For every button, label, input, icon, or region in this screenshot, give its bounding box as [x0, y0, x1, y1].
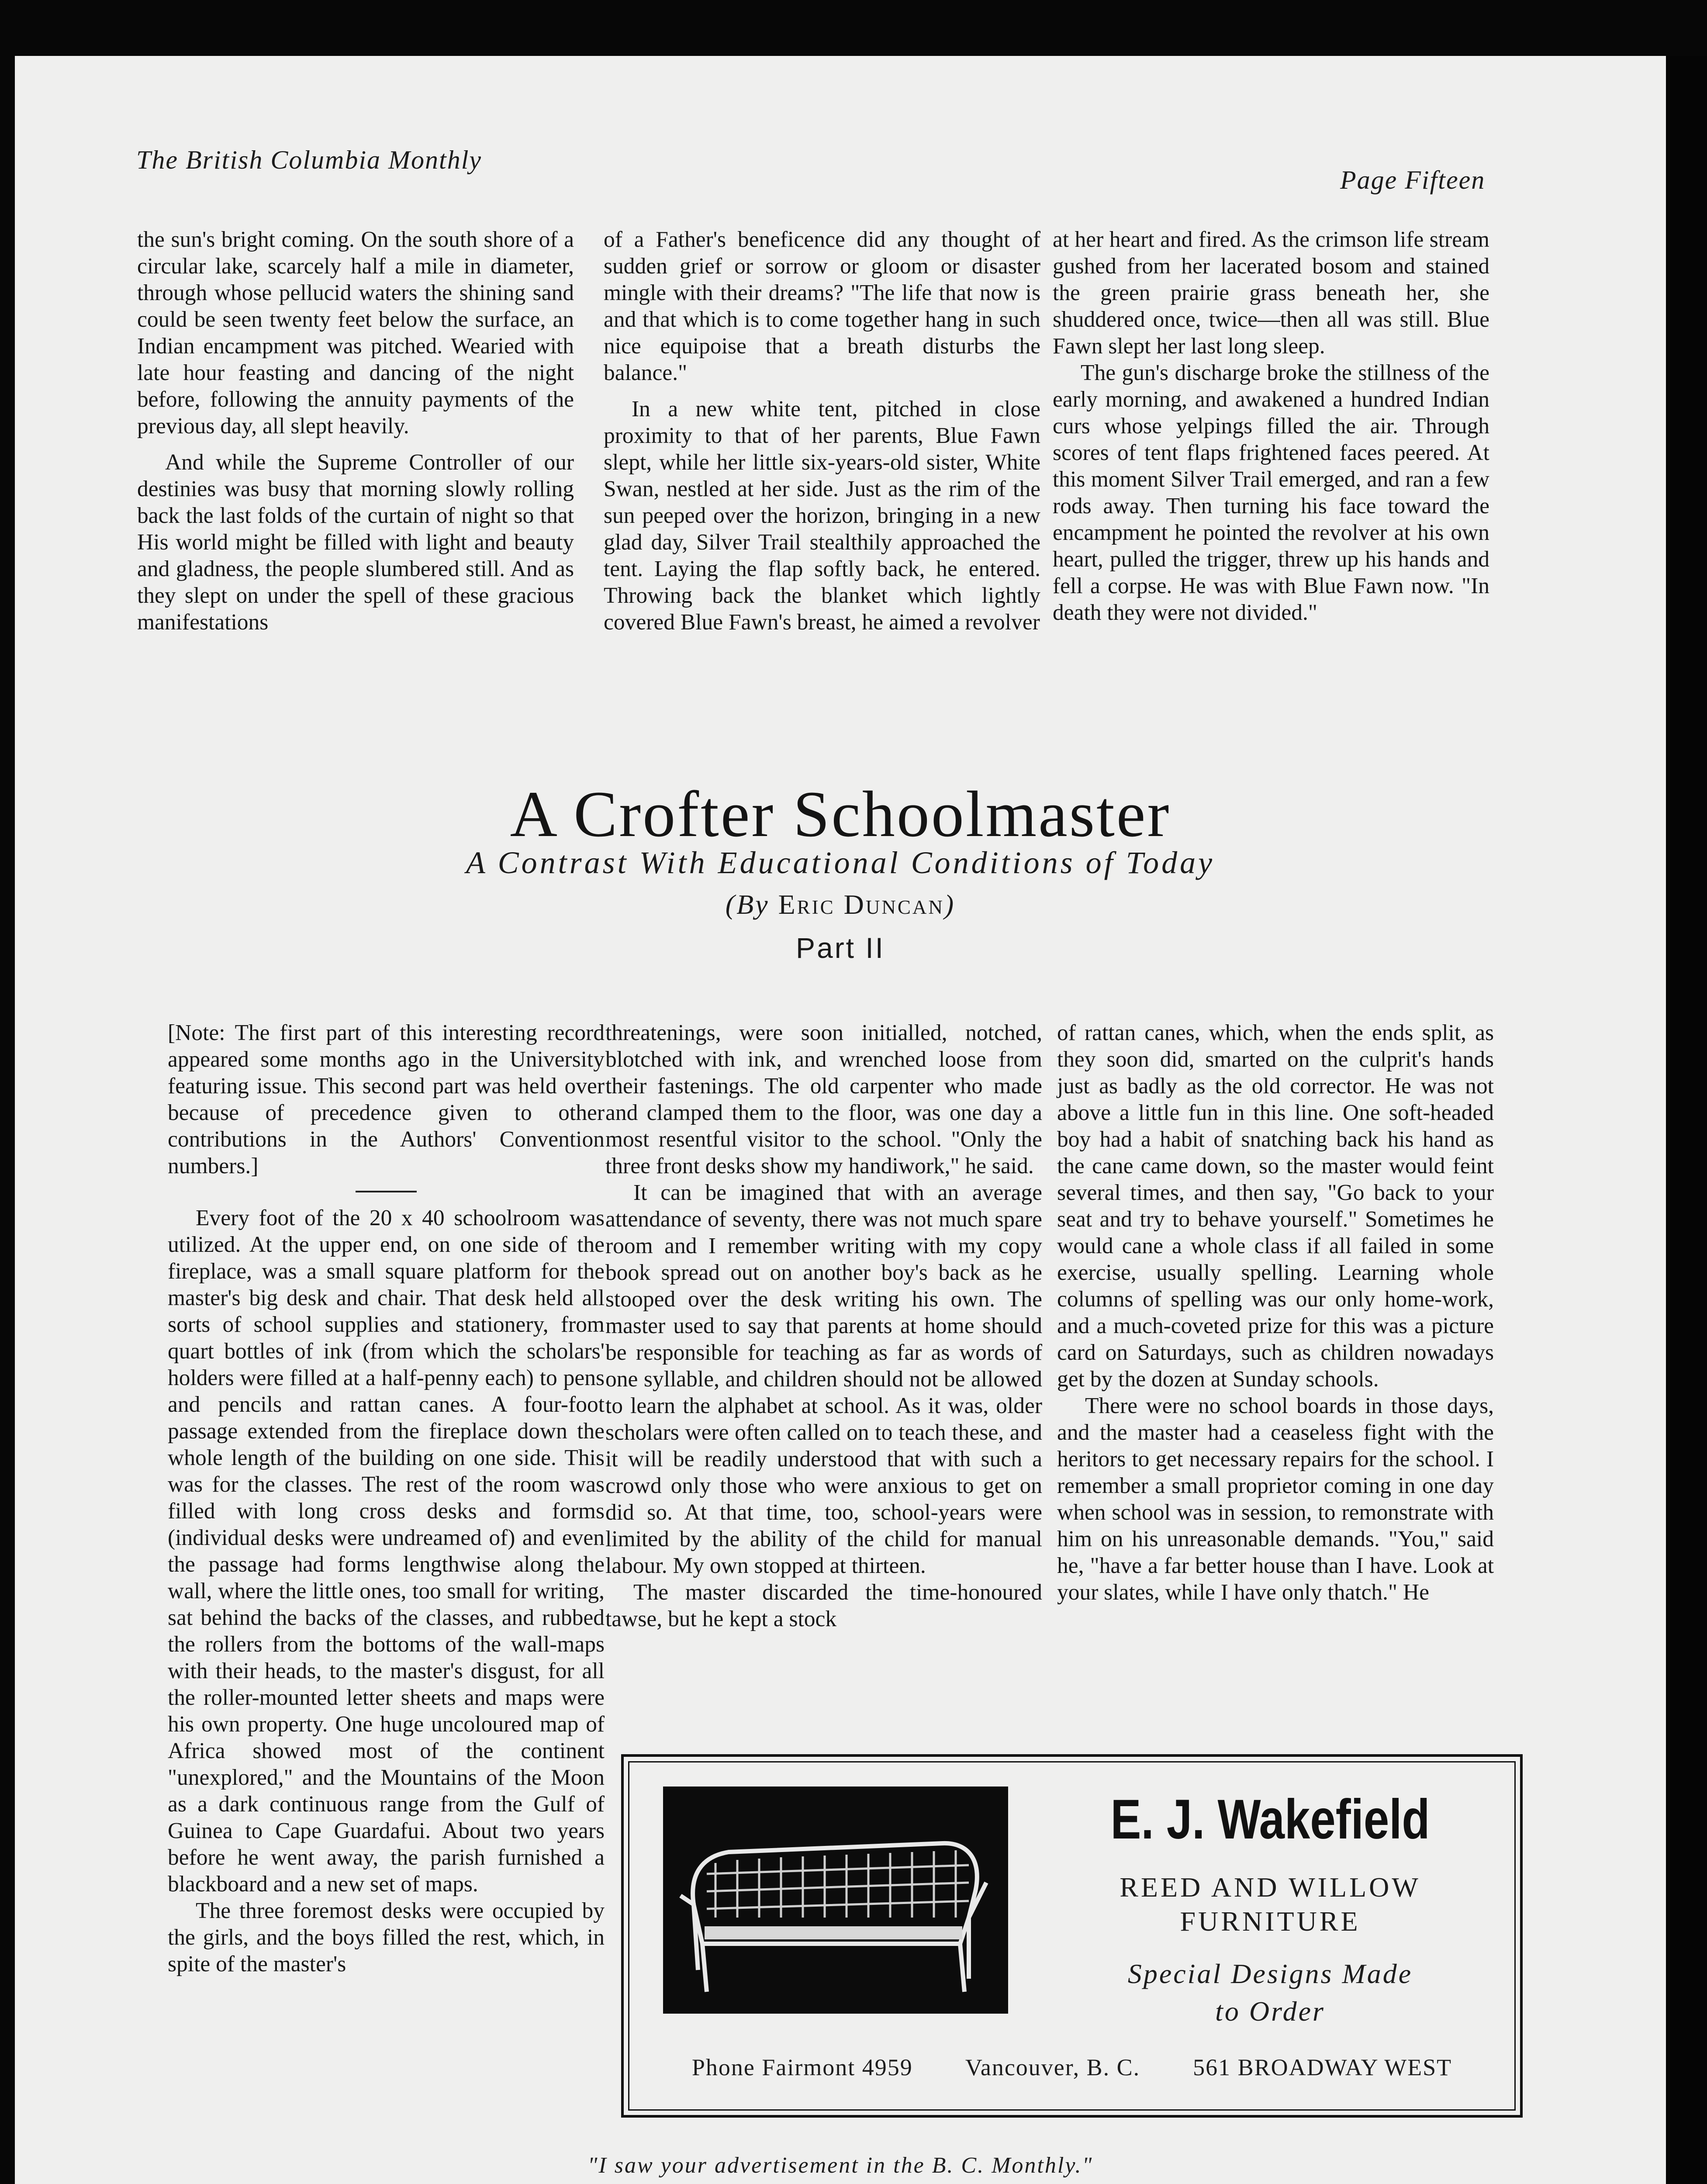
paragraph: The gun's discharge broke the stillness of the early morning, and awakened a hundred Indian curs whose yelpings filled the air. Through scores of tent flaps frightened faces peered. At this moment Silver Trail emerged, and ran a few rods away. Then turning his face toward the encampment he pointed the revolver at his own heart, pulled the trigger, threw up his hands and fell a corpse. He was with Blue Fawn now. "In death they were not divided." — [1053, 360, 1489, 625]
advertisement-box — [621, 1754, 1523, 2118]
article-column-1 — [168, 1019, 605, 1977]
ad-address: 561 BROADWAY WEST — [1193, 2054, 1452, 2080]
byline-close: ) — [944, 889, 956, 920]
byline-open: (By — [725, 889, 778, 920]
scan-border — [1666, 56, 1707, 2184]
story-column-2 — [604, 226, 1040, 636]
ad-product-line-1: REED AND WILLOW — [1120, 1872, 1421, 1903]
running-head-page: Page Fifteen — [1340, 166, 1486, 194]
settee-illustration — [663, 1787, 1008, 2014]
article-column-3 — [1057, 1019, 1494, 1606]
paragraph: the sun's bright coming. On the south shore of a circular lake, scarcely half a mile in diameter, through whose pellucid waters the shining sand could be seen twenty feet below the surface, an Indian encampment was pitched. Wearied with late hour feasting and dancing of the night before, following the annuity payments of the previous day, all slept heavily. — [137, 227, 574, 439]
paragraph: It can be imagined that with an average attendance of seventy, there was not much spare room and I remember writing with my copy book spread out on another boy's back as he stooped over the desk writing his own. The master used to say that parents at home should be responsible for teaching as far as words of one syllable, and children should not be allowed to learn the alphabet at school. As it was, older scholars were often called on to teach these, and it will be readily understood that with such a crowd only those who were anxious to get on did so. At that time, too, school-years were limited by the ability of the child for manual labour. My own stopped at thirteen. — [605, 1180, 1042, 1578]
running-head-journal: The British Columbia Monthly — [136, 145, 482, 174]
ad-city: Vancouver, B. C. — [965, 2054, 1140, 2080]
article-title: A Crofter Schoolmaster — [510, 778, 1171, 850]
magazine-page — [15, 56, 1666, 2184]
author-name: Eric Duncan — [778, 889, 944, 920]
ad-contact-line — [624, 2054, 1520, 2081]
article-part: Part II — [795, 932, 885, 964]
paragraph: Every foot of the 20 x 40 schoolroom was utilized. At the upper end, on one side of the fireplace, was a small square platform for the master's big desk and chair. That desk held all sorts of school supplies and stationery, from quart bottles of ink (from which the scholars' holders were filled at a half-penny each) to pens and pencils and rattan canes. A four-foot passage extended from the fireplace down the whole length of the building on one side. This was for the classes. The rest of the room was filled with long cross desks and forms (individual desks were undreamed of) and even the passage had forms lengthwise along the wall, where the little ones, too small for writing, sat behind the backs of the classes, and rubbed the rollers from the bottoms of the wall-maps with their heads, to the master's disgust, for all the roller-mounted letter sheets and maps were his own property. One huge uncoloured map of Africa showed most of the continent "unexplored," and the Mountains of the Moon as a dark continuous range from the Gulf of Guinea to Cape Guardafui. About two years before he went away, the parish furnished a blackboard and a new set of maps. — [168, 1206, 605, 1897]
article-byline — [15, 888, 1666, 921]
ad-tagline-1: Special Designs Made — [1127, 1958, 1413, 1989]
ad-tagline-2: to Order — [1215, 1996, 1325, 2027]
editor-note: [Note: The first part of this interesting record appeared some months ago in the University featuring issue. This second part was held over because of precedence given to other contributions in the Authors' Convention numbers.] — [168, 1020, 605, 1178]
paragraph: The three foremost desks were occupied by the girls, and the boys filled the rest, which, in spite of the master's — [168, 1898, 605, 1977]
paragraph: And while the Supreme Controller of our destinies was busy that morning slowly rolling back the last folds of the curtain of night so that His world might be filled with light and beauty and gladness, the people slumbered still. And as they slept on under the spell of these gracious manifestations — [137, 450, 574, 635]
advertiser-name: E. J. Wakefield — [1110, 1788, 1430, 1851]
article-subtitle: A Contrast With Educational Conditions of Today — [466, 845, 1215, 880]
story-column-3 — [1053, 226, 1489, 626]
paragraph: There were no school boards in those days, and the master had a ceaseless fight with the heritors to get necessary repairs for the school. I remember a small proprietor coming in one day when school was in session, to remonstrate with him on his unreasonable demands. "You," said he, "have a far better house than I have. Look at your slates, while I have only thatch." He — [1057, 1393, 1494, 1605]
story-column-1 — [137, 226, 574, 636]
paragraph: of rattan canes, which, when the ends split, as they soon did, smarted on the culprit's hands just as badly as the old corrector. He was not above a little fun in this line. One soft-headed boy had a habit of snatching back his hand as the cane came down, so the master would feint several times, and then say, "Go back to your seat and try to behave yourself." Sometimes he would cane a whole class if all failed in some exercise, usually spelling. Learning whole columns of spelling was our only home-work, and a much-coveted prize for this was a picture card on Saturdays, such as children nowadays get by the dozen at Sunday schools. — [1057, 1020, 1494, 1392]
paragraph: of a Father's beneficence did any thought of sudden grief or sorrow or gloom or disaster mingle with their dreams? "The life that now is and that which is to come together hang in such nice equipoise that a breath disturbs the balance." — [604, 227, 1040, 385]
paragraph: In a new white tent, pitched in close proximity to that of her parents, Blue Fawn slept, while her little six-years-old sister, White Swan, nestled at her side. Just as the rim of the sun peeped over the horizon, bringing in a new glad day, Silver Trail stealthily approached the tent. Laying the flap softly back, he entered. Throwing back the blanket which lightly covered Blue Fawn's breast, he aimed a revolver — [604, 397, 1040, 635]
paragraph: at her heart and fired. As the crimson life stream gushed from her lacerated bosom and stained the green prairie grass beneath her, she shuddered once, twice—then all was still. Blue Fawn slept her last long sleep. — [1053, 227, 1489, 359]
article-column-2 — [605, 1019, 1042, 1632]
paragraph: The master discarded the time-honoured tawse, but he kept a stock — [605, 1580, 1042, 1631]
divider — [356, 1191, 417, 1192]
ad-phone: Phone Fairmont 4959 — [691, 2054, 913, 2080]
ad-product-line-2: FURNITURE — [1180, 1906, 1361, 1937]
footer-tagline: "I saw your advertisement in the B. C. Monthly." — [587, 2153, 1093, 2178]
paragraph: threatenings, were soon initialled, notched, blotched with ink, and wrenched loose from their fastenings. The old carpenter who made and clamped them to the floor, was one day a most resentful visitor to the school. "Only the three front desks show my handiwork," he said. — [605, 1020, 1042, 1178]
wicker-settee-photo — [663, 1787, 1008, 2014]
